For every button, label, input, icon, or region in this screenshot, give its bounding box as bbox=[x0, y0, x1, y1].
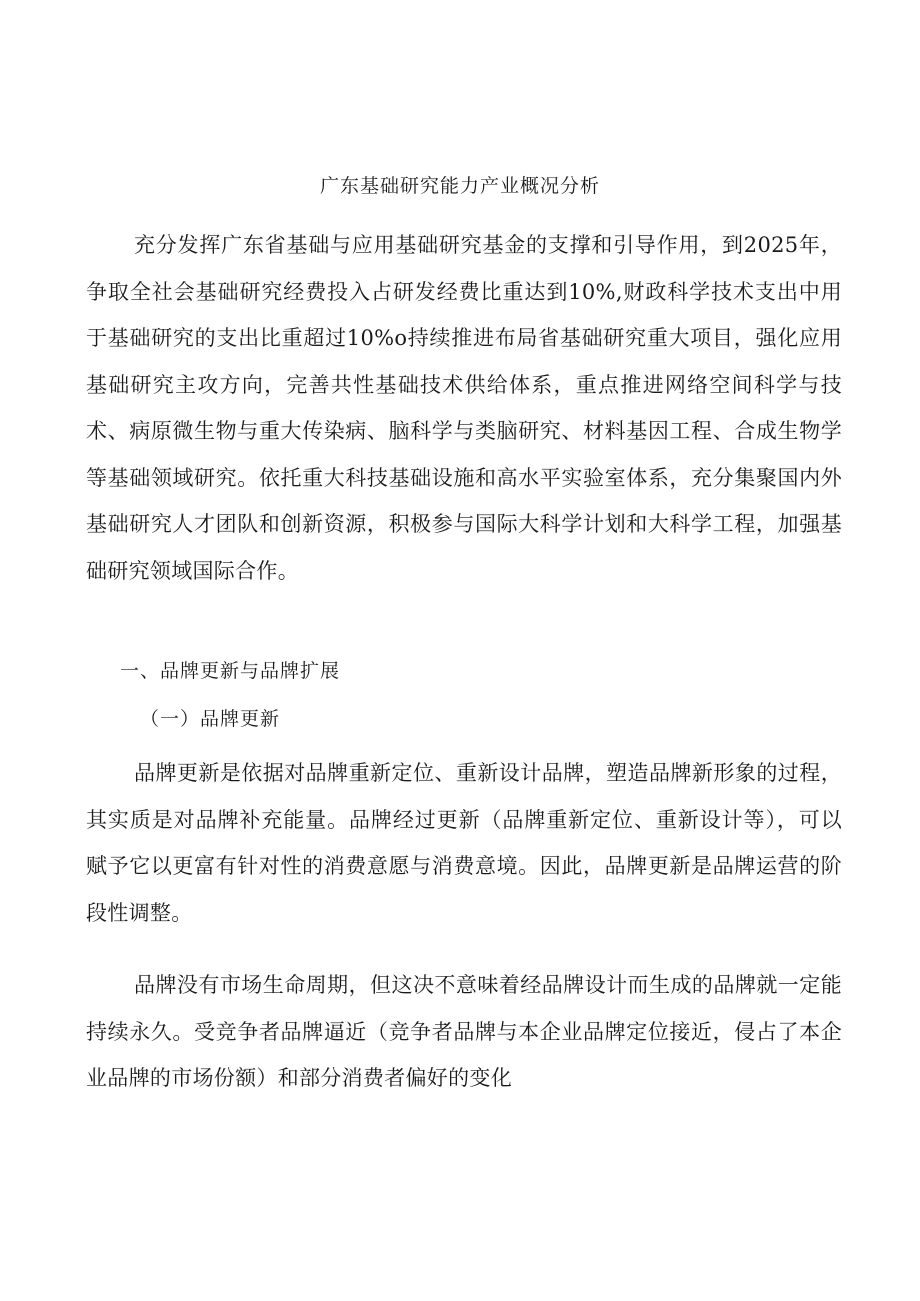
subsection-heading: （一）品牌更新 bbox=[140, 708, 281, 730]
paragraph-intro: 充分发挥广东省基础与应用基础研究基金的支撑和引导作用，到2025年，争取全社会基础研究经费投入占研发经费比重达到10%,财政科学技术支出中用于基础研究的支出比重超过10%o持续推进布局省基础研究重大项目，强化应用基础研究主攻方向，完善共性基础技术供给体系，重点推进网络空间科学与技术、病原微生物与重大传染病、脑科学与类脑研究、材料基因工程、合成生物学等基础领域研究。依托重大科技基础设施和高水平实验室体系，充分集聚国内外基础研究人才团队和创新资源，积极参与国际大科学计划和大科学工程，加强基础研究领域国际合作。 bbox=[86, 233, 842, 583]
page-title: 广东基础研究能力产业概况分析 bbox=[319, 175, 600, 197]
section-heading: 一、品牌更新与品牌扩展 bbox=[120, 660, 341, 682]
paragraph-brand-lifecycle: 品牌没有市场生命周期，但这决不意味着经品牌设计而生成的品牌就一定能持续永久。受竞争者品牌逼近（竞争者品牌与本企业品牌定位接近，侵占了本企业品牌的市场份额）和部分消费者偏好的变化 bbox=[86, 973, 842, 1090]
paragraph-brand-update: 品牌更新是依据对品牌重新定位、重新设计品牌，塑造品牌新形象的过程，其实质是对品牌补充能量。品牌经过更新（品牌重新定位、重新设计等），可以赋予它以更富有针对性的消费意愿与消费意境。因此，品牌更新是品牌运营的阶段性调整。 bbox=[86, 761, 842, 925]
